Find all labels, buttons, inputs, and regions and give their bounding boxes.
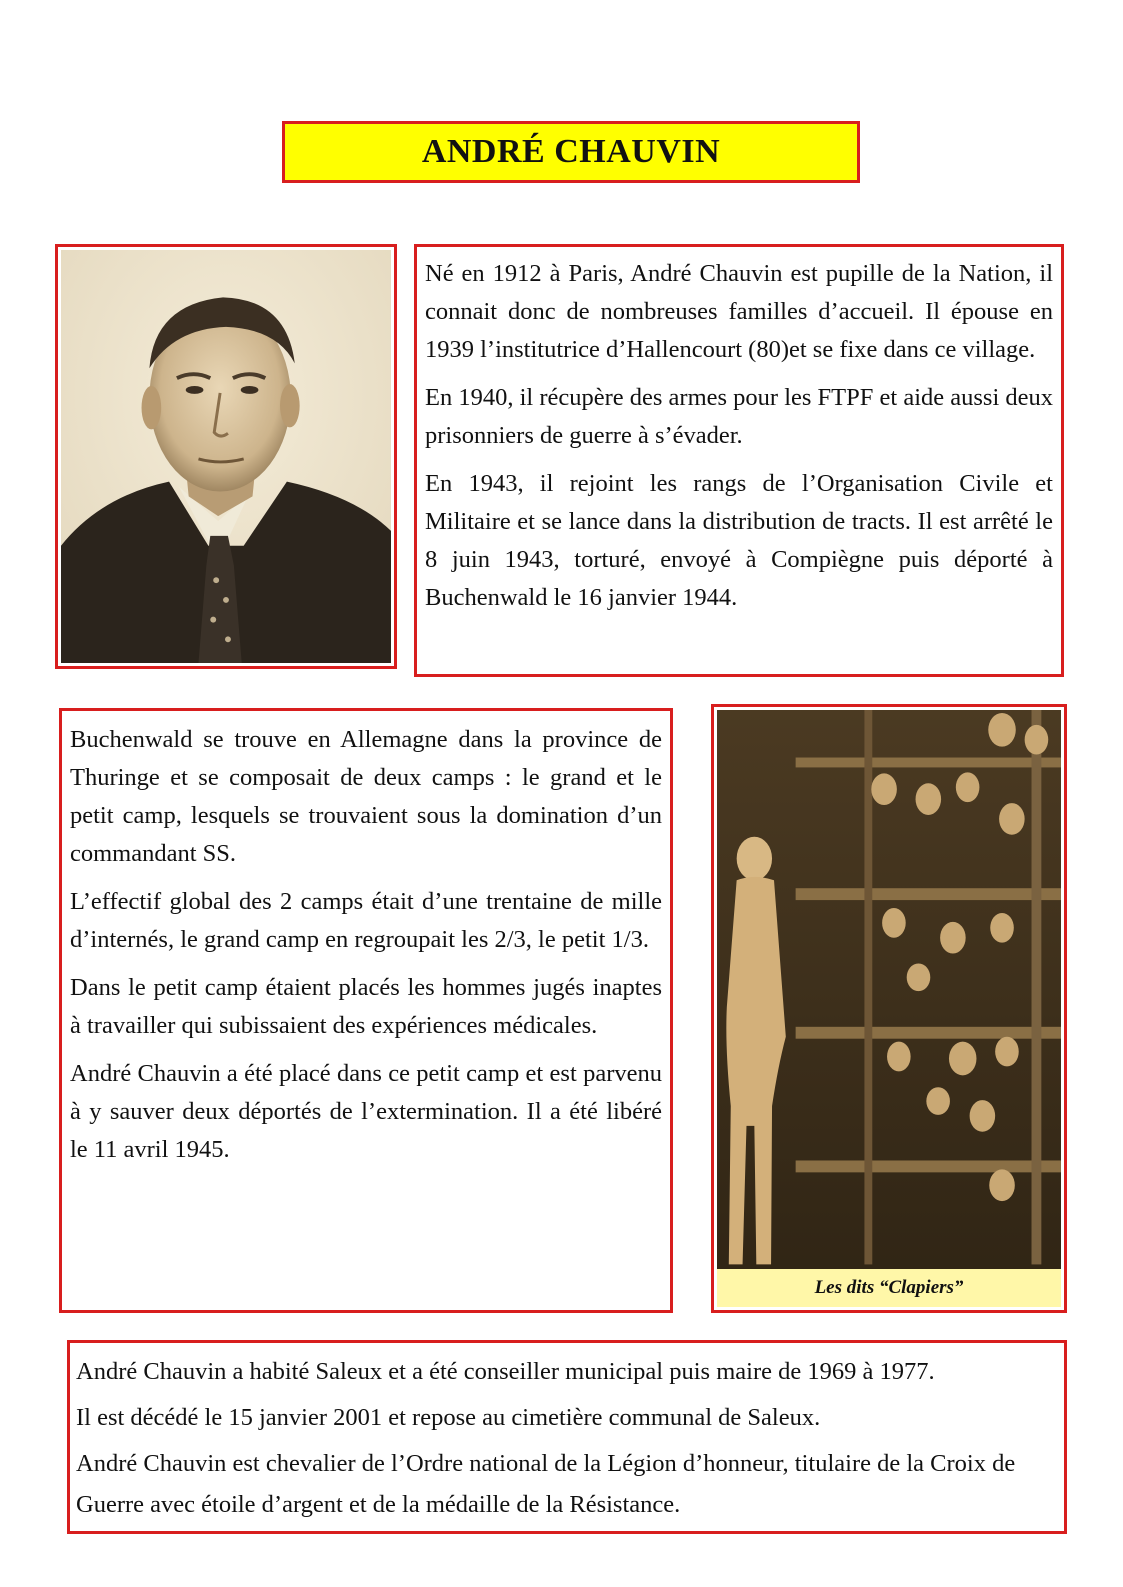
camp-photo xyxy=(711,704,1067,1313)
page-title: ANDRÉ CHAUVIN xyxy=(421,133,721,170)
title-banner xyxy=(282,121,860,183)
photo-caption-bar xyxy=(717,1269,1061,1307)
bottom-paragraph: André Chauvin a habité Saleux et a été conseiller municipal puis maire de 1969 à 1977. xyxy=(76,1358,935,1385)
camp-paragraph: Buchenwald se trouve en Allemagne dans la province de Thuringe et se composait de deux camps : le grand et le petit camp, lesquels se trouvaient sous la domination d’un commandant SS. xyxy=(70,726,662,867)
later-life-section xyxy=(67,1340,1067,1534)
intro-paragraph: Né en 1912 à Paris, André Chauvin est pupille de la Nation, il connait donc de nombreuses familles d’accueil. Il épouse en 1939 l’institutrice d’Hallencourt (80)et se fixe dans ce village. xyxy=(425,260,1053,363)
intro-paragraph: En 1943, il rejoint les rangs de l’Organisation Civile et Militaire et se lance dans la distribution de tracts. Il est arrêté le 8 juin 1943, torturé, envoyé à Compiègne puis déporté à Buchenwald le 16 janvier 1944. xyxy=(425,470,1053,611)
photo-caption: Les dits “Clapiers” xyxy=(814,1277,964,1298)
portrait-photo xyxy=(55,244,397,669)
camp-paragraph: André Chauvin a été placé dans ce petit camp et est parvenu à y sauver deux déportés de l’extermination. Il a été libéré le 11 avril 1945. xyxy=(70,1060,662,1163)
camp-paragraph: Dans le petit camp étaient placés les hommes jugés inaptes à travailler qui subissaient des expériences médicales. xyxy=(70,974,662,1039)
bottom-paragraph: André Chauvin est chevalier de l’Ordre national de la Légion d’honneur, titulaire de la Croix de Guerre avec étoile d’argent et de la médaille de la Résistance. xyxy=(76,1450,1016,1518)
camp-bunks-image xyxy=(717,710,1061,1307)
biography-intro xyxy=(414,244,1064,677)
portrait-image xyxy=(61,250,391,663)
buchenwald-section xyxy=(59,708,673,1313)
bottom-paragraph: Il est décédé le 15 janvier 2001 et repose au cimetière communal de Saleux. xyxy=(76,1404,821,1431)
camp-paragraph: L’effectif global des 2 camps était d’une trentaine de mille d’internés, le grand camp en regroupait les 2/3, le petit 1/3. xyxy=(70,888,662,953)
intro-paragraph: En 1940, il récupère des armes pour les FTPF et aide aussi deux prisonniers de guerre à s’évader. xyxy=(425,384,1054,449)
